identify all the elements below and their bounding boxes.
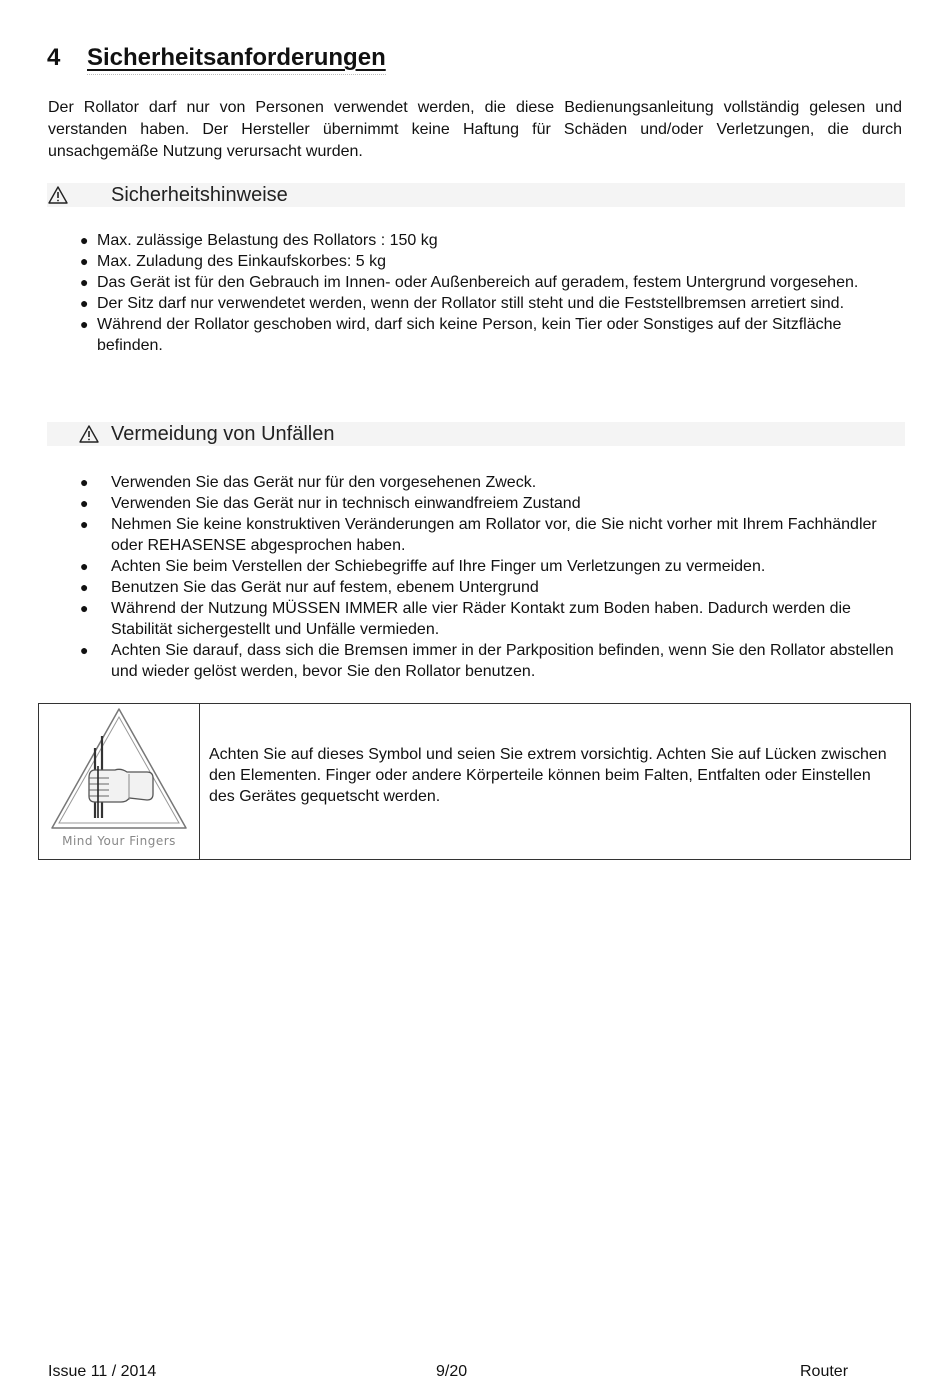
list-item [80,251,897,272]
bullet-icon: ● [80,600,89,616]
section-accidents-header [47,422,905,446]
bullet-icon: ● [80,232,89,248]
chapter-title: Sicherheitsanforderungen [87,44,386,75]
bullet-icon: ● [80,558,89,574]
section-accidents-title: Vermeidung von Unfällen [111,422,335,445]
list-item-text: Das Gerät ist für den Gebrauch im Innen- oder Außenbereich auf geradem, festem Untergrund vorgesehen. [97,274,859,291]
list-item-text: Nehmen Sie keine konstruktiven Veränderungen am Rollator vor, die Sie nicht vorher mit Ihrem Fachhändler oder REHASENSE abgesprochen haben. [111,516,877,554]
list-item-text: Max. zulässige Belastung des Rollators : 150 kg [97,232,438,249]
warning-text: Achten Sie auf dieses Symbol und seien Sie extrem vorsichtig. Achten Sie auf Lücken zwischen den Elementen. Finger oder andere Körperteile können beim Falten, Entfalten oder Einstellen des Gerätes gequetscht werden. [209,746,887,805]
section-safety-title: Sicherheitshinweise [111,183,288,206]
list-item [80,314,897,356]
warning-triangle-icon [47,185,69,205]
footer-page-number: 9/20 [436,1363,468,1380]
list-item [80,577,901,598]
chapter-heading [47,44,386,75]
bullet-icon: ● [80,474,89,490]
list-item-text: Verwenden Sie das Gerät nur in technisch einwandfreiem Zustand [111,495,581,512]
list-item-text: Max. Zuladung des Einkaufskorbes: 5 kg [97,253,387,270]
bullet-icon: ● [80,295,89,311]
list-item-text: Während der Rollator geschoben wird, darf sich keine Person, kein Tier oder Sonstiges auf der Sitzfläche befinden. [97,316,842,354]
bullet-icon: ● [80,274,89,290]
bullet-icon: ● [80,253,89,269]
list-item [80,640,901,682]
intro-paragraph: Der Rollator darf nur von Personen verwendet werden, die diese Bedienungsanleitung vollständig gelesen und verstanden haben. Der Hersteller übernimmt keine Haftung für Schäden und/oder Verletzungen, die durch unsachgemäße Nutzung verursacht wurden. [48,99,902,160]
list-item-text: Während der Nutzung MÜSSEN IMMER alle vier Räder Kontakt zum Boden haben. Dadurch werden die Stabilität sichergestellt und Unfälle vermieden. [111,600,851,638]
finger-warning-box [38,703,911,860]
list-item [80,293,897,314]
list-item [80,472,901,493]
list-item [80,514,901,556]
list-item-text: Verwenden Sie das Gerät nur für den vorgesehenen Zweck. [111,474,537,491]
list-item-text: Achten Sie darauf, dass sich die Bremsen immer in der Parkposition befinden, wenn Sie den Rollator abstellen und wieder gelöst werden, bevor Sie den Rollator benutzen. [111,642,894,680]
list-item [80,230,897,251]
chapter-number: 4 [47,44,61,71]
bullet-icon: ● [80,495,89,511]
list-item-text: Benutzen Sie das Gerät nur auf festem, ebenem Untergrund [111,579,539,596]
list-item [80,272,897,293]
list-item [80,556,901,577]
section-safety-header [47,183,905,207]
accidents-list [80,472,901,682]
warning-triangle-icon [78,424,100,444]
list-item [80,598,901,640]
list-item [80,493,901,514]
symbol-caption: Mind Your Fingers [62,834,176,848]
mind-fingers-icon [49,706,189,834]
safety-list [80,230,897,356]
bullet-icon: ● [80,316,89,332]
footer-product: Router [800,1363,849,1380]
footer-issue: Issue 11 / 2014 [48,1363,157,1380]
list-item-text: Der Sitz darf nur verwendetet werden, wenn der Rollator still steht und die Feststellbremsen arretiert sind. [97,295,845,312]
bullet-icon: ● [80,516,89,532]
list-item-text: Achten Sie beim Verstellen der Schiebegriffe auf Ihre Finger um Verletzungen zu vermeiden. [111,558,766,575]
bullet-icon: ● [80,642,89,658]
symbol-cell [39,704,200,859]
bullet-icon: ● [80,579,89,595]
